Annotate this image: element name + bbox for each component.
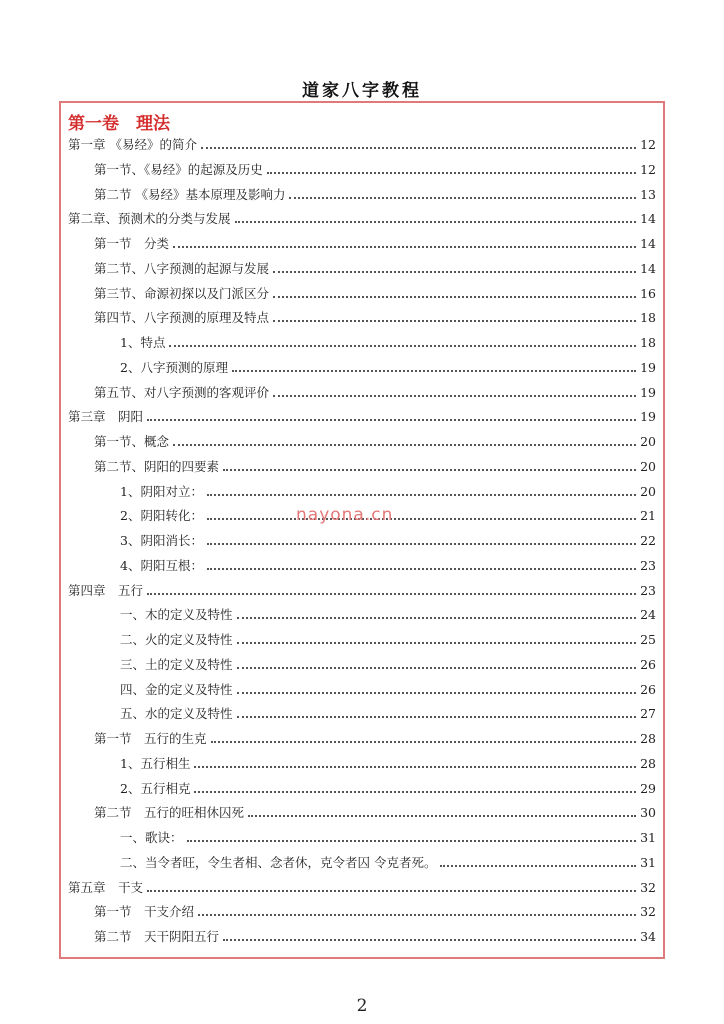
toc-entry[interactable] — [61, 928, 656, 946]
toc-leader-dots — [173, 444, 636, 446]
toc-entry-title: 1、特点 — [120, 335, 166, 350]
toc-leader-dots — [248, 815, 636, 817]
toc-entry[interactable] — [61, 557, 656, 575]
toc-entry-title: 一、歌诀： — [120, 830, 183, 845]
toc-leader-dots — [207, 494, 636, 496]
toc-entry-title: 四、金的定义及特性 — [120, 681, 233, 697]
toc-entry[interactable] — [61, 631, 656, 649]
toc-leader-dots — [237, 716, 637, 718]
toc-leader-dots — [201, 147, 636, 149]
toc-entry-page: 29 — [640, 780, 656, 796]
toc-entry-page: 34 — [640, 929, 656, 944]
toc-entry-title: 2、八字预测的原理 — [120, 359, 228, 375]
toc-entry-title: 第二节、阴阳的四要素 — [94, 458, 220, 474]
toc-entry-page: 13 — [640, 186, 656, 202]
toc-entry[interactable] — [61, 854, 656, 872]
document-title: 道家八字教程 — [302, 81, 422, 101]
toc-leader-dots — [273, 296, 636, 298]
toc-entry-title: 2、阴阳转化： — [120, 508, 203, 524]
toc-entry[interactable] — [61, 705, 656, 723]
toc-entry-page: 23 — [640, 557, 656, 573]
toc-entry[interactable] — [61, 408, 656, 426]
toc-entry-title: 第一节 五行的生克 — [94, 731, 207, 746]
toc-entry[interactable] — [61, 829, 656, 847]
toc-entry[interactable] — [61, 334, 656, 352]
toc-leader-dots — [207, 568, 636, 570]
toc-entry-page: 20 — [640, 483, 656, 499]
toc-entry[interactable] — [61, 804, 656, 822]
toc-leader-dots — [237, 667, 637, 669]
toc-entry-title: 第二节 五行的旺相休囚死 — [94, 805, 245, 821]
toc-entry[interactable] — [61, 606, 656, 624]
toc-leader-dots — [237, 617, 637, 619]
toc-entry-page: 12 — [640, 137, 656, 152]
toc-entry[interactable] — [61, 532, 656, 550]
toc-entry-page: 18 — [640, 310, 656, 326]
toc-entry[interactable] — [61, 285, 656, 303]
toc-entry-page: 18 — [640, 335, 656, 350]
toc-leader-dots — [440, 865, 636, 867]
toc-leader-dots — [173, 246, 636, 248]
toc-entry-title: 第一节 分类 — [94, 236, 170, 251]
toc-entry-title: 第一节 干支介绍 — [94, 904, 195, 920]
toc-entry-page: 32 — [640, 904, 656, 920]
toc-leader-dots — [194, 766, 636, 768]
toc-entry[interactable] — [61, 656, 656, 674]
toc-entry-title: 1、阴阳对立： — [120, 483, 203, 499]
toc-leader-dots — [169, 345, 636, 347]
toc-entry-title: 第四节、八字预测的原理及特点 — [94, 310, 270, 326]
toc-entry-title: 第二节 《易经》基本原理及影响力 — [94, 186, 286, 202]
toc-leader-dots — [273, 395, 636, 397]
toc-entry[interactable] — [61, 755, 656, 773]
toc-entry[interactable] — [61, 186, 656, 204]
toc-entry[interactable] — [61, 458, 656, 476]
toc-entry-page: 23 — [640, 582, 656, 598]
toc-entry[interactable] — [61, 161, 656, 179]
toc-entry-title: 三、土的定义及特性 — [120, 656, 233, 672]
toc-entry-title: 第二章、预测术的分类与发展 — [68, 211, 231, 227]
toc-leader-dots — [237, 692, 637, 694]
toc-entry[interactable] — [61, 309, 656, 327]
toc-entry-title: 第二节 天干阴阳五行 — [94, 929, 220, 944]
toc-entry-page: 19 — [640, 409, 656, 425]
toc-entry[interactable] — [61, 730, 656, 748]
toc-entry[interactable] — [61, 384, 656, 402]
toc-entry-page: 12 — [640, 161, 656, 177]
toc-entry-page: 14 — [640, 236, 656, 251]
volume-title: 第一卷 理法 — [68, 114, 170, 134]
toc-entry-page: 14 — [640, 211, 656, 227]
toc-entry-page: 28 — [640, 731, 656, 746]
toc-entry-title: 一、木的定义及特性 — [120, 607, 233, 623]
toc-entry-page: 26 — [640, 656, 656, 672]
toc-entry-page: 20 — [640, 434, 656, 449]
toc-leader-dots — [237, 642, 637, 644]
toc-leader-dots — [207, 543, 636, 545]
toc-entry[interactable] — [61, 235, 656, 253]
toc-entry-title: 第一章 《易经》的简介 — [68, 137, 197, 152]
toc-leader-dots — [223, 939, 636, 941]
toc-entry-title: 第三章 阴阳 — [68, 409, 144, 425]
toc-entry-title: 第二节、八字预测的起源与发展 — [94, 260, 270, 276]
toc-leader-dots — [273, 271, 636, 273]
toc-leader-dots — [187, 840, 637, 842]
toc-entry-page: 20 — [640, 458, 656, 474]
toc-entry-page: 22 — [640, 533, 656, 548]
toc-entry[interactable] — [61, 582, 656, 600]
toc-leader-dots — [211, 741, 637, 743]
toc-entry-title: 第五节、对八字预测的客观评价 — [94, 384, 270, 400]
toc-entry-title: 第四章 五行 — [68, 582, 144, 598]
toc-entry-page: 19 — [640, 359, 656, 375]
toc-leader-dots — [194, 791, 636, 793]
toc-entry[interactable] — [61, 681, 656, 699]
table-of-contents — [59, 101, 665, 959]
toc-leader-dots — [273, 320, 636, 322]
page-number: 2 — [356, 996, 368, 1016]
toc-leader-dots — [267, 172, 636, 174]
toc-leader-dots — [198, 914, 636, 916]
toc-entry-title: 二、当令者旺，令生者相、念者休，克令者囚 令克者死。 — [120, 854, 437, 870]
toc-entry-page: 19 — [640, 384, 656, 400]
toc-entry-page: 26 — [640, 681, 656, 697]
toc-leader-dots — [147, 890, 636, 892]
toc-leader-dots — [147, 593, 636, 595]
toc-entry-page: 31 — [640, 830, 656, 845]
toc-leader-dots — [223, 469, 636, 471]
toc-entry-title: 2、五行相克 — [120, 780, 191, 796]
toc-leader-dots — [147, 419, 636, 421]
toc-entry[interactable] — [61, 260, 656, 278]
toc-entry-title: 第三节、命源初探以及门派区分 — [94, 285, 270, 301]
toc-entry-page: 31 — [640, 854, 656, 870]
toc-leader-dots — [207, 518, 636, 520]
toc-entry-page: 32 — [640, 879, 656, 895]
toc-leader-dots — [232, 370, 636, 372]
toc-entry[interactable] — [61, 136, 656, 154]
toc-entry-page: 27 — [640, 706, 656, 722]
toc-entry-page: 30 — [640, 805, 656, 821]
toc-entry-title: 二、火的定义及特性 — [120, 632, 233, 647]
toc-entry[interactable] — [61, 879, 656, 897]
toc-entry[interactable] — [61, 780, 656, 798]
watermark: nayona.cn — [296, 505, 394, 525]
toc-entry-page: 14 — [640, 260, 656, 276]
toc-entry-title: 五、水的定义及特性 — [120, 706, 233, 722]
toc-entry-page: 28 — [640, 755, 656, 771]
toc-entry-page: 24 — [640, 607, 656, 623]
toc-entry-page: 25 — [640, 632, 656, 647]
toc-entry[interactable] — [61, 359, 656, 377]
toc-entry-title: 第一节、《易经》的起源及历史 — [94, 161, 263, 177]
toc-entry-title: 第一节、概念 — [94, 434, 170, 449]
toc-entry[interactable] — [61, 433, 656, 451]
toc-entry-title: 3、阴阳消长： — [120, 533, 203, 548]
toc-entry-title: 1、五行相生 — [120, 755, 191, 771]
toc-entry[interactable] — [61, 903, 656, 921]
toc-entry-page: 16 — [640, 285, 656, 301]
toc-leader-dots — [289, 197, 636, 199]
toc-leader-dots — [235, 221, 637, 223]
toc-entry-page: 21 — [640, 508, 656, 524]
toc-entry-title: 4、阴阳互根： — [120, 557, 203, 573]
toc-entry[interactable] — [61, 483, 656, 501]
toc-entry[interactable] — [61, 210, 656, 228]
toc-entry-title: 第五章 干支 — [68, 879, 144, 895]
